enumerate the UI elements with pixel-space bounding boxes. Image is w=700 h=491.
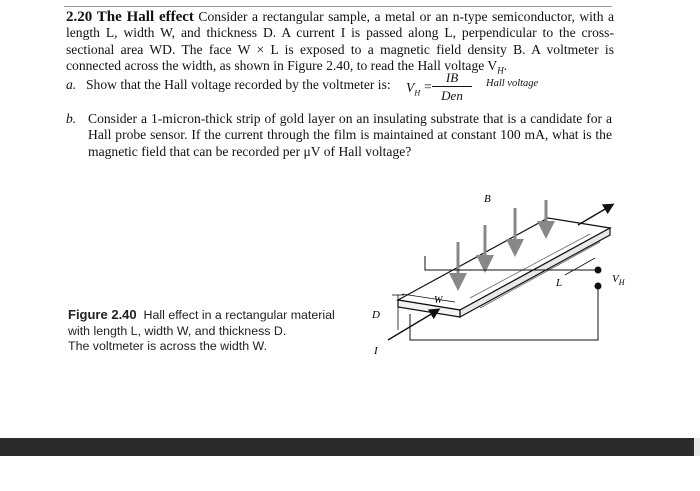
- caption-line1: Hall effect in a rectangular material: [143, 308, 335, 322]
- label-W: W: [434, 295, 443, 306]
- part-a-label: a.: [66, 77, 77, 92]
- problem-intro: Consider a rectangular sample, a metal or an n-type semiconductor, with a length L, width W, and thickness D. A current I is passed along L, perpendicular to the cross-sectional area WD. The face W × L is exposed to a magnetic field density B. A voltmeter is connected across the width, as shown in Figure 2.40, to read the Hall voltage V: [66, 9, 614, 74]
- vh-subscript: H: [414, 88, 421, 98]
- length-dimension: [565, 258, 595, 275]
- label-I: I: [374, 345, 378, 357]
- vh-letter: V: [406, 80, 415, 95]
- label-D: D: [372, 309, 380, 321]
- hall-fraction: [432, 71, 472, 103]
- caption-label: Figure 2.40: [68, 307, 137, 322]
- label-B: B: [484, 193, 491, 205]
- hall-effect-figure: [350, 190, 650, 375]
- part-b: [66, 111, 612, 160]
- hall-voltage-note: Hall voltage: [486, 78, 539, 89]
- label-L: L: [556, 277, 563, 289]
- fraction-bar: [432, 86, 472, 87]
- problem-statement: [66, 9, 614, 79]
- fraction-denominator: Den: [441, 88, 463, 103]
- equals-sign: =: [424, 79, 432, 94]
- problem-number: 2.20 The Hall effect: [66, 9, 194, 25]
- part-b-text: Consider a 1-micron-thick strip of gold layer on an insulating substrate that is a candidate for a Hall probe sensor. If the current through the film is maintained at constant 100 mA, what is the magnetic field that can be recorded per μV of Hall voltage?: [88, 111, 612, 159]
- top-rule: [64, 6, 612, 7]
- current-in-arrow: [388, 310, 438, 340]
- hall-effect-diagram: [350, 190, 650, 370]
- caption-line2: with length L, width W, and thickness D.: [68, 323, 287, 338]
- part-a: [66, 77, 626, 93]
- caption-line3: The voltmeter is across the width W.: [68, 339, 268, 354]
- hall-voltage-symbol: [406, 80, 420, 98]
- bottom-bar-edge: [694, 438, 700, 456]
- problem-intro-end: .: [503, 58, 508, 74]
- current-out-arrow: [578, 205, 612, 225]
- label-VH: $V_H$: [612, 273, 625, 287]
- part-a-text: Show that the Hall voltage recorded by the voltmeter is:: [86, 77, 391, 92]
- problem-intro-subscript: H: [497, 65, 504, 76]
- figure-caption: [68, 307, 368, 355]
- part-b-label: b.: [66, 111, 77, 126]
- fraction-numerator: IB: [445, 70, 459, 85]
- bottom-bar: [0, 438, 700, 456]
